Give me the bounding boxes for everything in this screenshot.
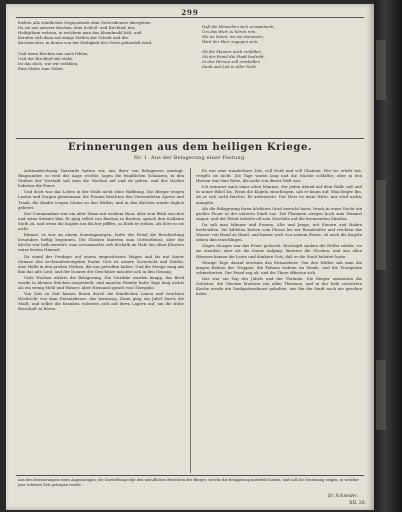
paragraph: Der Commandant war ein alter Mann mit weißem Haar, aber sein Blick war fest und seine Stimme klar. Er ging selbst von Bastion zu Bastion, sprach den Soldaten Muth zu, und wenn die Kugeln um ihn her pfiffen, so blieb er stehen, als höre er sie nicht. xyxy=(18,210,184,232)
book-spine xyxy=(374,0,402,512)
article-column-left xyxy=(18,168,184,473)
header-rule xyxy=(16,17,364,18)
text-line: Heiligthum wehren, in welchem man das Abendmahl hält, und xyxy=(18,30,142,36)
paragraph: Es war eine wunderbare Zeit, voll Noth und voll Glauben. Wer sie erlebt hat, vergißt sie nicht. Die Tage waren lang und die Nächte schlaflos; aber in den Herzen war eine Ruhe, die nicht von dieser Welt war. xyxy=(196,168,362,184)
corner-mark: XII. 20. xyxy=(349,501,366,506)
paragraph: Als die Belagerung ihren höchsten Grad erreicht hatte, brach in einer Nacht ein großes Feuer in der unteren Stadt aus. Die Flammen stiegen hoch zum Himmel empor, und der Feind richtete all sein Geschütz auf die brennenden Straßen. xyxy=(196,205,362,221)
page-number: 299 xyxy=(181,8,199,17)
verse-line: Dank und Lob in aller Noth. xyxy=(202,64,258,69)
intro-text-left xyxy=(18,20,188,138)
spine-edge xyxy=(376,40,386,100)
paragraph: Gegen Morgen war das Feuer gelöscht. Erschöpft sanken die Helfer nieder, wo sie standen; aber als die Sonne aufging, läuteten die Glocken, und aus allen Häusern kamen die Leute und dankten Gott, daß er die Stadt behütet hatte. xyxy=(196,243,362,259)
article-title: Erinnerungen aus dem heiligen Kriege. xyxy=(67,142,313,153)
spine-edge xyxy=(376,360,386,430)
paragraph: Wenige Tage darauf erschien das Entsatzheer. Von den Wällen sah man die langen Reihen der Truppen, die Fahnen wehten im Winde, und die Trompeten schmetterten. Der Feind zog ab, und die Thore öffneten sich. xyxy=(196,259,362,275)
section-rule xyxy=(16,138,364,139)
text-line: hielten alle sündlichen Gegenstände dem Gottesdienste übergeben xyxy=(18,20,151,25)
paragraph: Und doch war das Leben in der Stadt nicht ohne Hoffnung. Die Bürger trugen Lasten und Sorgen gemeinsam; die Frauen brachten den Verwundeten Speise und Trank, die Kinder trugen Steine zu den Wällen, und in den Kirchen wurde täglich gebetet. xyxy=(18,189,184,210)
text-line: Und der Kirchhof öde steht, xyxy=(18,55,74,61)
verse-line: Wird der Herr zugegen sein. xyxy=(202,39,259,44)
verse-line: Daß die Menschen sich versammeln, xyxy=(202,24,275,29)
footnote: Aus den Erinnerungen eines Augenzeugen; die Darstellung folgt den mündlichen Berichten der Bürger, welche die Belagerung miterlebt haben, und soll die Gesinnung zeigen, in welcher jene schwere Zeit getragen wurde. xyxy=(18,478,359,487)
verse-line: Ob der Feind die Stadt bedroht, xyxy=(202,54,265,59)
article-subtitle: Nr. 1. Aus der Belagerung einer Festung. xyxy=(133,156,247,161)
text-line: Ist das doch, wie wir erzählen, xyxy=(18,60,79,66)
column-divider xyxy=(190,168,191,473)
paragraph: Da stand der Prediger auf einem umgestürzten Wagen und las mit lauter Stimme den sechsundvierzigsten Psalm: Gott ist unsere Zuversicht und Stärke, eine Hülfe in den großen Nöthen, die uns getroffen haben. Und die Menge sang mit ihm das alte Lied, und der Donner der Geschütze mischte sich in den Gesang. xyxy=(18,253,184,274)
paragraph: Viele Wochen währte die Belagerung. Die Vorräthe wurden knapp, das Brod wurde in kleinen Stücken ausgetheilt, und manche Familie hatte Tage lang nichts als ein wenig Mehl und Wasser. Aber Niemand sprach von Übergabe. xyxy=(18,274,184,291)
text-line: berufen sich dazu auf einige Stellen der Schrift und der xyxy=(18,35,129,41)
footnote-rule xyxy=(16,475,364,476)
article-column-right xyxy=(196,168,362,473)
author-signature: Dr. Schneider. xyxy=(327,493,358,498)
paragraph: Das war ein Tag des Jubels und der Thränen. Die Bürger umarmten die Soldaten, die Glocken läuteten von allen Thürmen, und in der halb zerstörten Kirche wurde ein Dankgottesdienst gehalten, wie ihn die Stadt noch nie gesehen hatte. xyxy=(196,275,362,297)
paragraph: Achtundsechszig Tausende hatten wir, uns ihrer von Belagerern umringt. Ringsumher, so weit das Auge reichte, lagen die feindlichen Schanzen; in den Gräben der Vorstadt sah man die Wachen auf und ab gehen, und des Nachts loderten die Feuer. xyxy=(18,168,184,189)
text-line: Und wenn Kirchen uns auch fehlen, xyxy=(18,50,89,56)
spine-edge xyxy=(376,180,386,270)
document-page xyxy=(6,4,374,510)
text-line: Kirchenväter, in denen von der Heiligkeit des Ortes gehandelt wird. xyxy=(18,40,153,46)
poem-right xyxy=(202,24,362,69)
paragraph: Von Zeit zu Zeit kamen Boten durch die feindlichen Linien und brachten Nachricht von dem Entsatzheere, das heranzog. Dann ging ein Jubel durch die Stadt, und selbst die Kranken richteten sich auf ihren Lagern auf, um die frohe Botschaft zu hören. xyxy=(18,291,184,312)
text-line: Da sie aus unserer Kirchen, dem Schloß- und Kirchhof, das xyxy=(18,25,135,31)
paragraph: Ich erinnere mich eines alten Mannes, der jeden Abend auf dem Walle saß und in seiner Bibel las. Wenn die Kugeln einschlugen, sah er kaum auf. Man fragte ihn, ob er sich nicht fürchte. Er antwortete: Der Herr ist mein Hirte, mir wird nichts mangeln. xyxy=(196,184,362,205)
paragraph: Da sah man Männer und Frauen, Alte und Junge, mit Eimern und Haken herbeieilen. Sie bildeten Ketten vom Flusse bis zur Brandstätte und reichten das Wasser von Hand zu Hand, und keiner wich von seinem Platze, ob auch die Kugeln neben ihm einschlugen. xyxy=(196,221,362,243)
verse-line: Um das Wort zu hören rein, xyxy=(202,29,257,34)
verse-line: In den Herzen soll erschallen xyxy=(202,59,260,64)
verse-line: Ob die Mauern auch zerfallen, xyxy=(202,49,263,54)
paragraph: Einmal, es war an einem Sonntagmorgen, hatte der Feind die Beschießung besonders heftig begonnen. Die Glocken läuteten zum Gottesdienst, aber die Kirche war halb zerstört; man versammelte sich deshalb im Hofe des alten Klosters unter freiem Himmel. xyxy=(18,232,184,253)
verse-line: Wo sie beten, wo sie stammeln, xyxy=(202,34,264,39)
text-line: Eine Stätte zum Gebet. xyxy=(18,65,64,71)
